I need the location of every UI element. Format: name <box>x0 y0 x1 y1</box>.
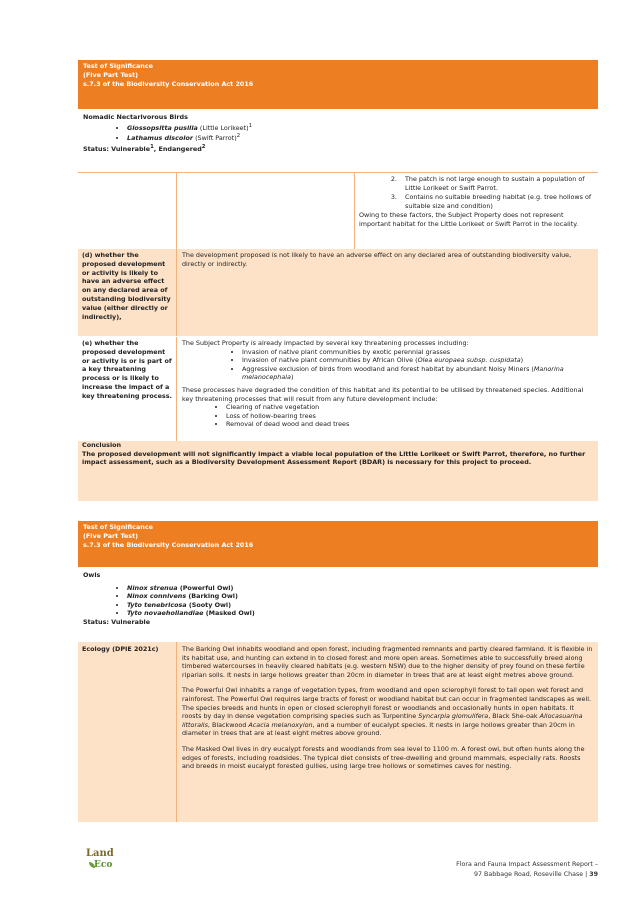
status-line: Status: Vulnerable <box>83 617 151 626</box>
species-list <box>83 584 593 618</box>
ecology-paragraph: The Barking Owl inhabits woodland and open forest, including fragmented remnants and partly cleared farmland. It is flexible in its habitat use, and hunting can extend in to closed forest and more open areas. Sometimes able to successfully breed along timbered watercourses in heavily cleared habitats (e.g. western NSW) due to the higher density of prey found on these fertile riparian soils. It nests in large hollows greater than 20cm in diameter in trees that are at least eight metres above ground. <box>182 645 593 679</box>
criterion-e-row <box>78 337 598 441</box>
species-item: • Ninox strenua (Powerful Owl) <box>127 584 593 593</box>
header-act: s.7.3 of the Biodiversity Conservation Act 2016 <box>83 79 254 88</box>
status-line: Status: Vulnerable$^1$, Endangered$^2$ <box>83 144 206 154</box>
threat-item: • Invasion of native plant communities by exotic perennial grasses <box>242 348 593 357</box>
continued-list <box>359 175 594 211</box>
section1-header <box>78 60 598 109</box>
future-threat-item: • Removal of dead wood and dead trees <box>226 420 593 429</box>
continued-item: 2. The patch is not large enough to sustain a population of Little Lorikeet or Swift Parrot. <box>399 175 594 193</box>
ecology-paragraph: The Powerful Owl inhabits a range of vegetation types, from woodland and open sclerophyll forest to tall open wet forest and rainforest. The Powerful Owl requires large tracts of forest or woodland habitat but can occur in fragmented landscapes as well. The species breeds and hunts in open or closed sclerophyll forest or woodlands and occasionally hunts in open habitats. It roosts by day in dense vegetation comprising species such as Turpentine Syncarpia glomulifera, Black She-oak Allocasuarina littoralis, Blackwood Acacia melanoxylon, and a number of eucalypt species. It nests in large hollows greater than 20cm in diameter in trees that are at least eight metres above ground. <box>182 686 592 738</box>
threat-list <box>182 348 593 382</box>
criterion-d-label: (d) whether the proposed development or activity is likely to have an adverse effect on any declared area of outstanding biodiversity value (either directly or indirectly), <box>82 251 171 321</box>
criterion-e-content <box>176 337 598 441</box>
section2-header <box>78 521 598 567</box>
ecology-paragraph: The Masked Owl lives in dry eucalypt forests and woodlands from sea level to 1100 m. A forest owl, but often hunts along the edges of forests, including roadsides. The typical diet consists of tree-dwelling and ground mammals, especially rats. Roosts and breeds in moist eucalypt forested gullies, using large tree hollows or sometimes caves for nesting. <box>182 744 585 771</box>
group-title: Nomadic Nectarivorous Birds <box>83 113 188 121</box>
ecology-label: Ecology (DPIE 2021c) <box>82 645 159 653</box>
footer-line2: 97 Babbage Road, Roseville Chase | 39 <box>474 870 598 878</box>
continued-text-cell <box>354 173 598 249</box>
header-subtitle: (Five Part Test) <box>83 531 139 540</box>
criterion-d-row <box>78 249 598 336</box>
species-item: • Tyto tenebricosa (Sooty Owl) <box>127 601 593 610</box>
continued-label-cell <box>78 173 176 249</box>
criterion-e-paragraph: These processes have degraded the condition of this habitat and its potential to be utilised by threatened species. Additional key threatening processes that will result from any future development include: <box>182 385 584 403</box>
continued-item: 3. Contains no suitable breeding habitat (e.g. tree hollows of suitable size and condition) <box>399 193 594 211</box>
continued-row <box>78 173 598 249</box>
future-threat-item: • Loss of hollow-bearing trees <box>226 412 593 421</box>
page-footer <box>78 846 598 878</box>
footer-text <box>456 860 598 879</box>
species-item: • Tyto novaehollandiae (Masked Owl) <box>127 609 593 618</box>
future-threat-list <box>182 403 593 429</box>
conclusion-title: Conclusion <box>82 441 122 449</box>
ecology-content <box>176 642 598 822</box>
threat-item: • Aggressive exclusion of birds from woodland and forest habitat by abundant Noisy Miners (Manorina melanocephala) <box>242 365 593 382</box>
header-title: Test of Significance <box>83 62 153 70</box>
section2-species-block <box>78 567 598 641</box>
criterion-e-intro: The Subject Property is already impacted by several key threatening processes including: <box>182 339 469 347</box>
criterion-e-label: (e) whether the proposed development or activity is or is part of a key threatening process or is likely to increase the impact of a key threatening process. <box>82 339 172 400</box>
continued-paragraph: Owing to these factors, the Subject Property does not represent important habitat for the Little Lorikeet or Swift Parrot in the locality. <box>359 211 579 228</box>
footer-line1: Flora and Fauna Impact Assessment Report – <box>456 861 598 868</box>
conclusion-block <box>78 441 598 501</box>
ecology-row <box>78 642 598 822</box>
continued-mid-cell <box>176 173 354 249</box>
header-act: s.7.3 of the Biodiversity Conservation Act 2016 <box>83 540 254 549</box>
section1-species-block <box>78 110 598 172</box>
species-item: • Lathamus discolor (Swift Parrot)$^2$ <box>127 132 593 143</box>
species-list <box>83 122 593 143</box>
future-threat-item: • Clearing of native vegetation <box>226 403 593 412</box>
page-number: 39 <box>589 870 598 878</box>
conclusion-text: The proposed development will not significantly impact a viable local population of the Little Lorikeet or Swift Parrot, therefore, no further impact assessment, such as a Biodiversity Development Assessment Report (BDAR) is necessary for this project to proceed. <box>82 449 586 467</box>
landeco-logo <box>86 850 126 876</box>
threat-item: • Invasion of native plant communities by African Olive (Olea europaea subsp. cuspidata) <box>242 356 593 365</box>
logo-text-top: Land <box>86 848 114 859</box>
header-subtitle: (Five Part Test) <box>83 70 139 79</box>
species-item: • Ninox connivens (Barking Owl) <box>127 592 593 601</box>
group-title: Owls <box>83 571 101 579</box>
species-item: • Glossopsitta pusilla (Little Lorikeet)$^1$ <box>127 122 593 133</box>
header-title: Test of Significance <box>83 523 153 531</box>
logo-text-bottom: Eco <box>94 860 113 870</box>
criterion-d-text: The development proposed is not likely to have an adverse effect on any declared area of outstanding biodiversity value, directly or indirectly. <box>176 249 598 336</box>
